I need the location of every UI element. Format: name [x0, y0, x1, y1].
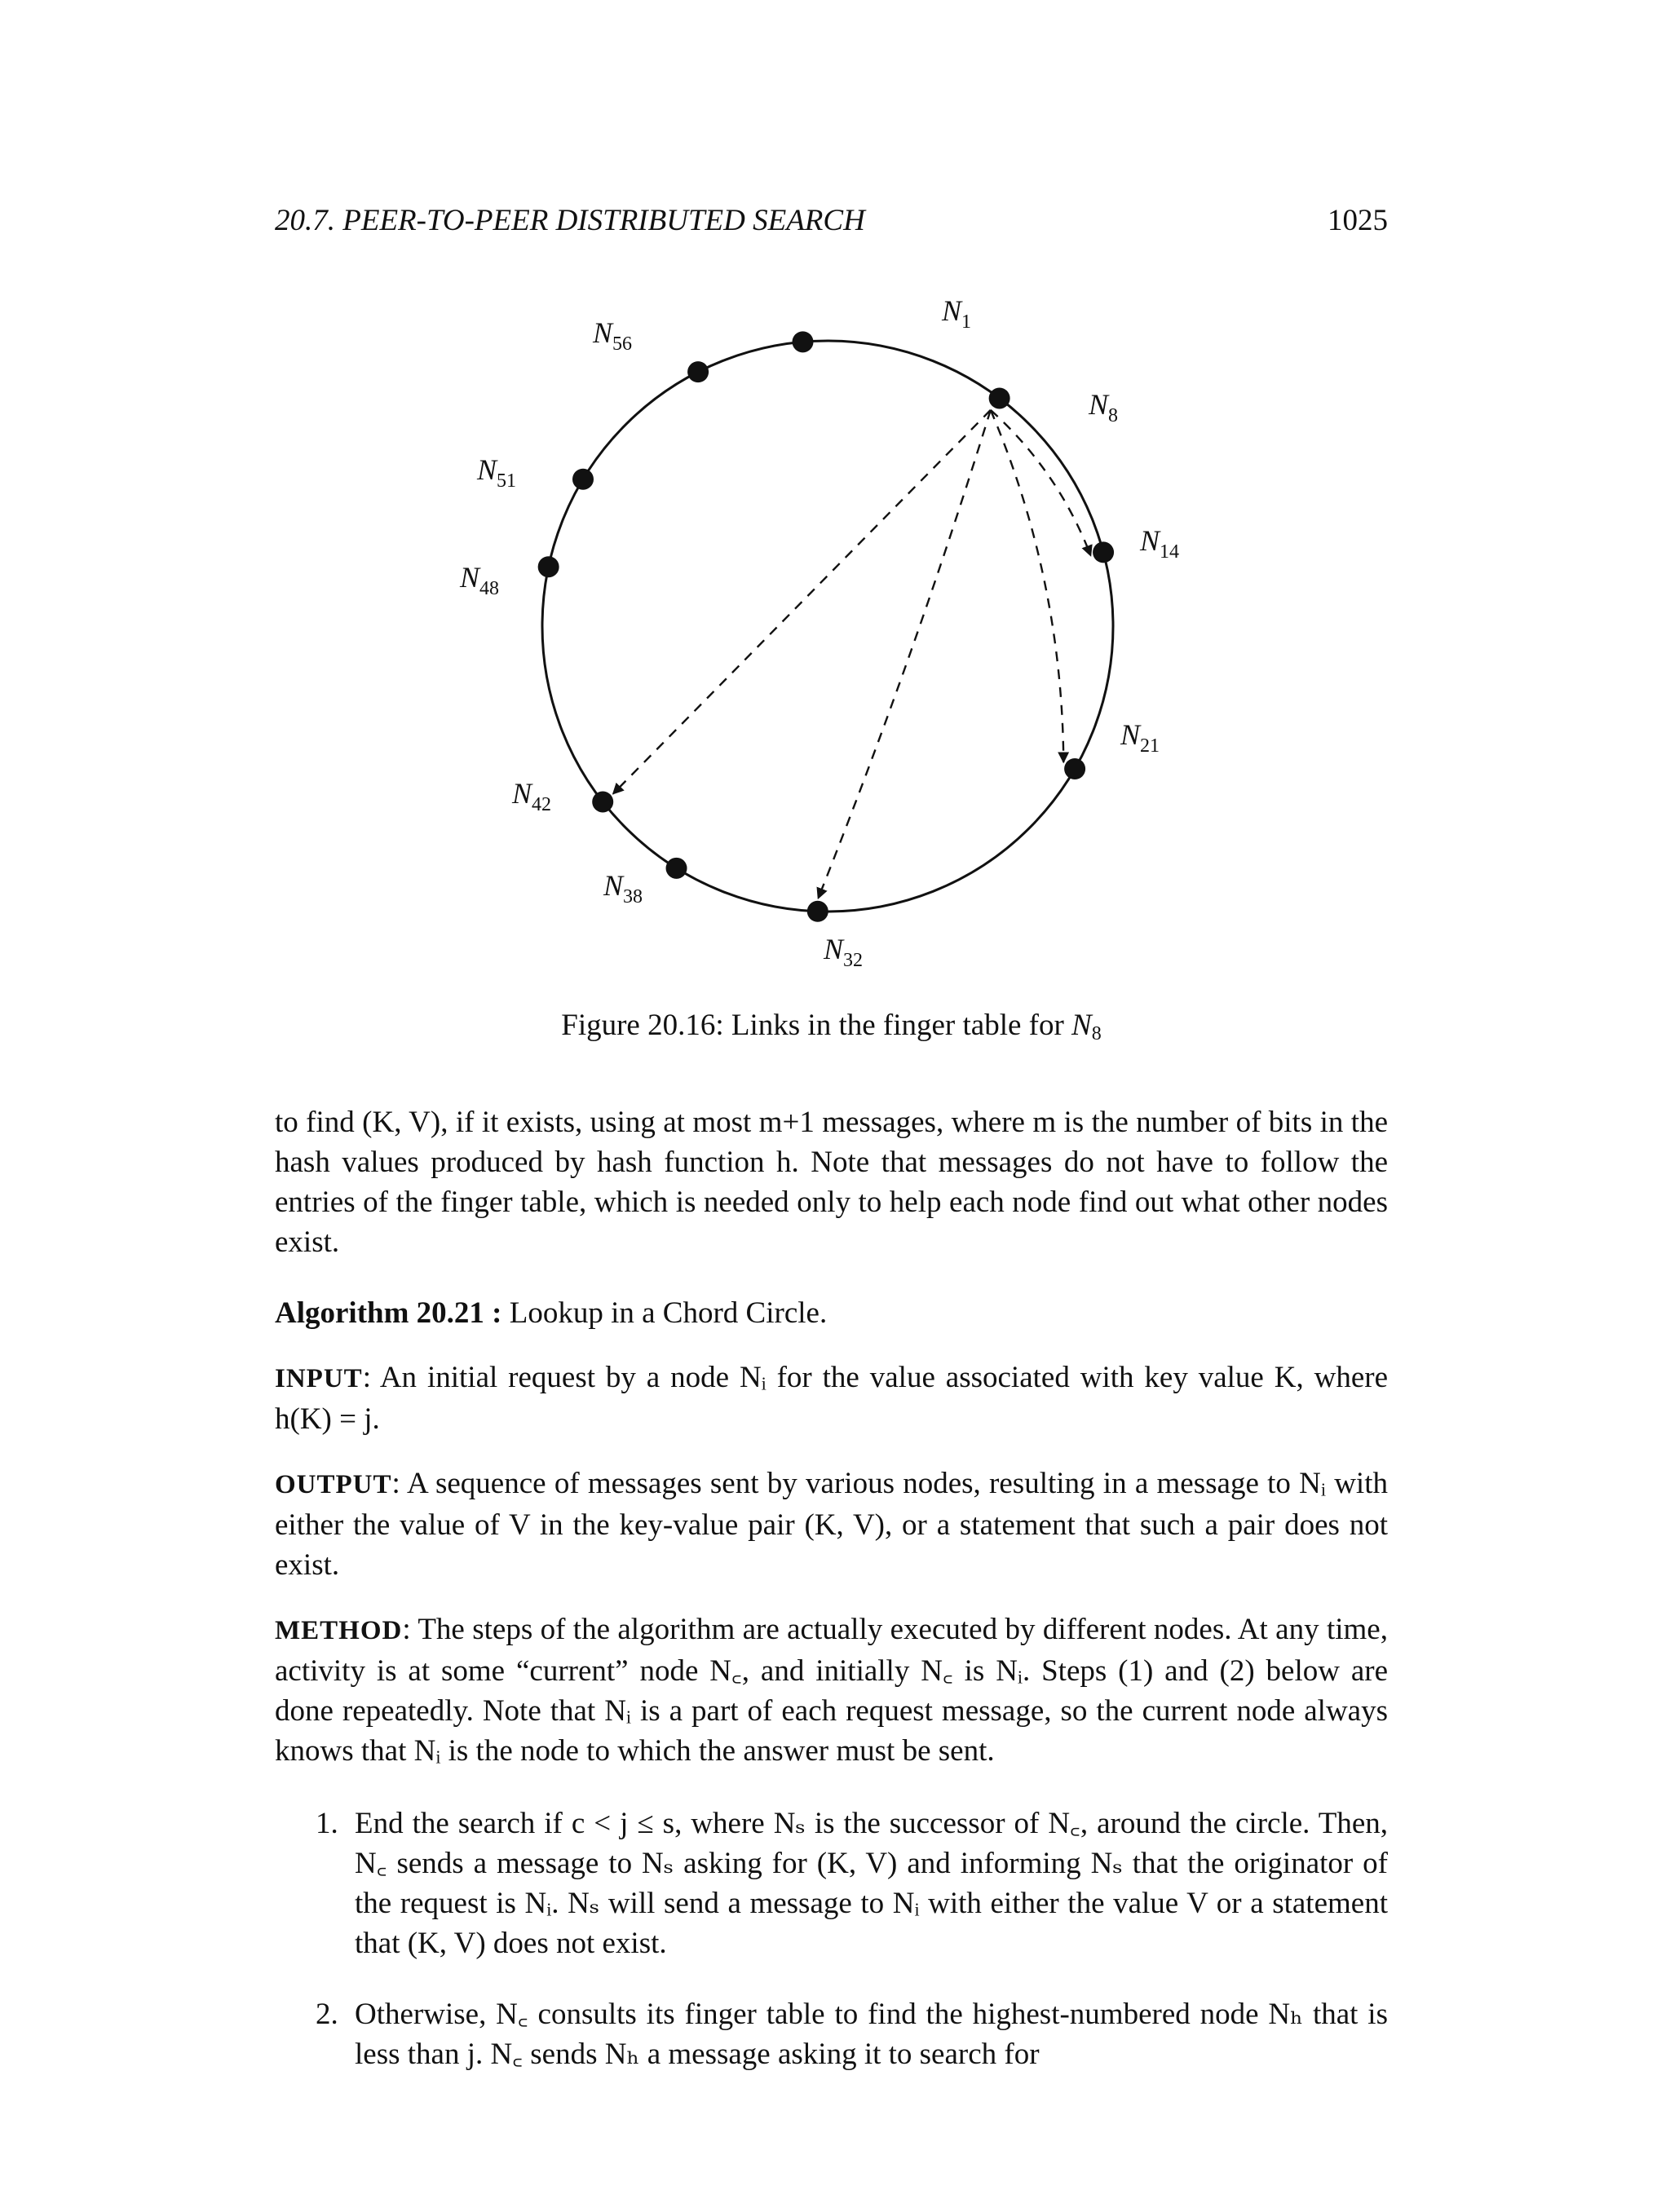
algorithm-heading: [275, 1293, 1388, 1333]
node-n8-dot: [989, 387, 1010, 408]
output-paragraph: OUTPUT: A sequence of messages sent by various nodes, resulting in a message to Nᵢ with either the value of V in the key-value pair (K, V), or a statement that such a pair does not exist.: [275, 1467, 1388, 1582]
caption-node-letter: N: [1071, 1009, 1092, 1042]
node-n1-label: $N_1$: [942, 294, 972, 333]
node-n21-label: $N_{21}$: [1120, 718, 1160, 757]
method-text: The steps of the algorithm are actually executed by different nodes. At any time, activity is at some “current” node N꜀, and initially N꜀ is Nᵢ. Steps (1) and (2) below are done repeatedly. Note that Nᵢ is a part of each request message, so the current node always knows that Nᵢ is the node to which the answer must be sent.: [275, 1613, 1388, 1768]
running-title: 20.7. PEER-TO-PEER DISTRIBUTED SEARCH: [275, 204, 865, 237]
algorithm-title: Algorithm 20.21 :: [275, 1296, 502, 1330]
chord-ring: [542, 341, 1113, 912]
node-n14-label: $N_{14}$: [1140, 524, 1180, 563]
method-paragraph: METHOD: The steps of the algorithm are actually executed by different nodes. At any time, activity is at some “current” node N꜀, and initially N꜀ is Nᵢ. Steps (1) and (2) below are done repeatedly. Note that Nᵢ is a part of each request message, so the current node always knows that Nᵢ is the node to which the answer must be sent.: [275, 1613, 1388, 1768]
output-text: A sequence of messages sent by various nodes, resulting in a message to Nᵢ with either the value of V in the key-value pair (K, V), or a statement that such a pair does not exist.: [275, 1467, 1388, 1582]
node-n42-label: $N_{42}$: [512, 777, 552, 815]
finger-links: [613, 410, 1091, 898]
node-n14-dot: [1093, 541, 1114, 563]
node-n32-label: $N_{32}$: [824, 933, 864, 971]
step-number: 1.: [316, 1807, 338, 1840]
input-label: INPUT: [275, 1364, 363, 1393]
ring-nodes: [459, 294, 1179, 971]
step-text: End the search if c < j ≤ s, where Nₛ is the successor of N꜀, around the circle. Then, N꜀ sends a message to Nₛ asking for (K, V) and informing Nₛ that the originator of the request is Nᵢ. Nₛ will send a message to Nᵢ with either the value V or a statement that (K, V) does not exist.: [355, 1807, 1388, 1960]
node-n1-dot: [792, 331, 813, 352]
node-n38-dot: [666, 858, 687, 879]
node-n42-dot: [592, 791, 613, 812]
method-label: METHOD: [275, 1616, 403, 1645]
algorithm-steps: [275, 1804, 1388, 2074]
input-text: An initial request by a node Nᵢ for the value associated with key value K, where h(K) = j.: [275, 1361, 1388, 1436]
algorithm-step: [275, 1804, 1388, 1963]
algorithm-name: Lookup in a Chord Circle.: [509, 1296, 828, 1330]
node-n38-label: $N_{38}$: [603, 869, 643, 907]
input-paragraph: INPUT: An initial request by a node Nᵢ for the value associated with key value K, where h(K) = j.: [275, 1361, 1388, 1436]
finger-link-n8-to-n42: [613, 410, 991, 794]
node-n48-dot: [538, 556, 559, 577]
caption-node-sub: 8: [1091, 1023, 1102, 1044]
intro-paragraph: to find (K, V), if it exists, using at most m+1 messages, where m is the number of bits in the hash values produced by hash function h. Note that messages do not have to follow the entries of the finger table, which is needed only to help each node find out what other nodes exist.: [275, 1106, 1388, 1259]
node-n8-label: $N_8$: [1089, 388, 1119, 426]
page-number: 1025: [1328, 204, 1388, 237]
node-n21-dot: [1064, 758, 1085, 779]
chord-circle-figure: [0, 0, 1670, 995]
page-body: [275, 1102, 1388, 2074]
step-number: 2.: [316, 1998, 338, 2031]
node-n56-label: $N_{56}$: [593, 316, 633, 355]
algorithm-step: [275, 1994, 1388, 2074]
step-text: Otherwise, N꜀ consults its finger table to find the highest-numbered node Nₕ that is less than j. N꜀ sends Nₕ a message asking it to search for: [355, 1998, 1388, 2071]
node-n51-label: $N_{51}$: [477, 453, 517, 492]
finger-link-n8-to-n21: [991, 410, 1063, 762]
finger-link-n8-to-n32: [818, 410, 990, 898]
node-n48-label: $N_{48}$: [460, 561, 500, 599]
figure-caption: [275, 1007, 1388, 1044]
node-n32-dot: [807, 901, 828, 922]
caption-text: Figure 20.16: Links in the finger table for: [561, 1009, 1072, 1042]
node-n51-dot: [572, 469, 594, 490]
node-n56-dot: [687, 361, 709, 382]
output-label: OUTPUT: [275, 1470, 392, 1499]
